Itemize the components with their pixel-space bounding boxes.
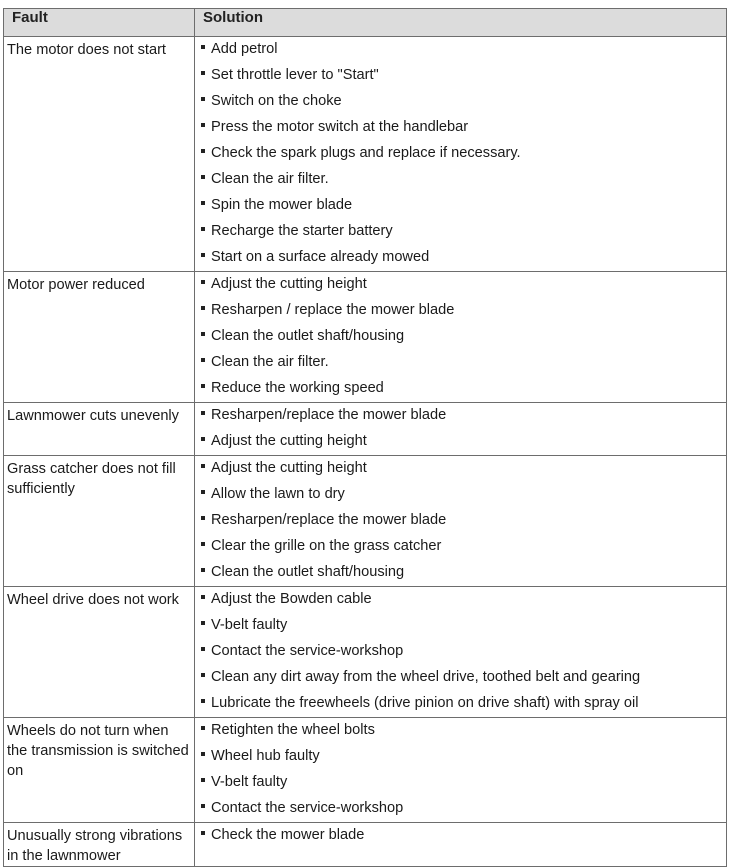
bullet-icon [201, 97, 205, 101]
solution-text: Press the motor switch at the handlebar [211, 119, 469, 135]
solution-item [201, 37, 726, 63]
solution-text: V-belt faulty [211, 774, 288, 790]
solution-text: Reduce the working speed [211, 380, 384, 396]
solution-item [201, 534, 726, 560]
solution-text: Adjust the cutting height [211, 460, 367, 476]
solution-text: Add petrol [211, 41, 278, 57]
solution-list [201, 37, 726, 271]
bullet-icon [201, 464, 205, 468]
solution-text: Allow the lawn to dry [211, 486, 345, 502]
solution-item [201, 823, 726, 849]
bullet-icon [201, 726, 205, 730]
fault-cell: Grass catcher does not fill sufficiently [4, 456, 195, 587]
table-row [4, 823, 727, 867]
bullet-icon [201, 647, 205, 651]
solution-cell [195, 456, 727, 587]
solution-item [201, 193, 726, 219]
solution-text: Retighten the wheel bolts [211, 722, 375, 738]
bullet-icon [201, 253, 205, 257]
solution-text: Contact the service-workshop [211, 643, 404, 659]
solution-list [201, 456, 726, 586]
bullet-icon [201, 123, 205, 127]
solution-item [201, 639, 726, 665]
bullet-icon [201, 516, 205, 520]
table-body [4, 37, 727, 867]
solution-item [201, 665, 726, 691]
fault-cell: Unusually strong vibrations in the lawnmower [4, 823, 195, 867]
solution-text: Set throttle lever to "Start" [211, 67, 379, 83]
bullet-icon [201, 280, 205, 284]
solution-text: Start on a surface already mowed [211, 249, 430, 265]
solution-item [201, 272, 726, 298]
solution-text: V-belt faulty [211, 617, 288, 633]
bullet-icon [201, 175, 205, 179]
bullet-icon [201, 384, 205, 388]
bullet-icon [201, 673, 205, 677]
bullet-icon [201, 358, 205, 362]
bullet-icon [201, 201, 205, 205]
solution-text: Adjust the cutting height [211, 433, 367, 449]
solution-item [201, 691, 726, 717]
fault-cell: Lawnmower cuts unevenly [4, 403, 195, 456]
solution-text: Clean the outlet shaft/housing [211, 564, 405, 580]
solution-cell [195, 403, 727, 456]
solution-list [201, 718, 726, 822]
solution-item [201, 115, 726, 141]
solution-text: Contact the service-workshop [211, 800, 404, 816]
solution-list [201, 272, 726, 402]
fault-cell: Wheels do not turn when the transmission is switched on [4, 718, 195, 823]
bullet-icon [201, 699, 205, 703]
solution-text: Switch on the choke [211, 93, 342, 109]
bullet-icon [201, 804, 205, 808]
solution-text: Adjust the Bowden cable [211, 591, 372, 607]
bullet-icon [201, 45, 205, 49]
solution-cell [195, 823, 727, 867]
bullet-icon [201, 831, 205, 835]
solution-item [201, 141, 726, 167]
solution-text: Recharge the starter battery [211, 223, 393, 239]
solution-item [201, 350, 726, 376]
solution-text: Spin the mower blade [211, 197, 353, 213]
solution-text: Resharpen/replace the mower blade [211, 407, 447, 423]
solution-item [201, 63, 726, 89]
solution-item [201, 560, 726, 586]
solution-item [201, 167, 726, 193]
bullet-icon [201, 542, 205, 546]
fault-cell: Wheel drive does not work [4, 587, 195, 718]
solution-text: Check the mower blade [211, 827, 365, 843]
solution-item [201, 744, 726, 770]
bullet-icon [201, 332, 205, 336]
bullet-icon [201, 595, 205, 599]
solution-item [201, 298, 726, 324]
bullet-icon [201, 621, 205, 625]
solution-item [201, 587, 726, 613]
bullet-icon [201, 568, 205, 572]
solution-text: Clear the grille on the grass catcher [211, 538, 442, 554]
table-row [4, 272, 727, 403]
solution-item [201, 429, 726, 455]
bullet-icon [201, 778, 205, 782]
solution-cell [195, 272, 727, 403]
solution-cell [195, 718, 727, 823]
table-row [4, 403, 727, 456]
solution-list [201, 823, 726, 849]
column-header-solution: Solution [195, 9, 727, 37]
bullet-icon [201, 411, 205, 415]
solution-text: Clean the air filter. [211, 171, 329, 187]
solution-item [201, 718, 726, 744]
solution-item [201, 89, 726, 115]
solution-text: Resharpen / replace the mower blade [211, 302, 455, 318]
solution-cell [195, 587, 727, 718]
bullet-icon [201, 437, 205, 441]
bullet-icon [201, 752, 205, 756]
solution-item [201, 376, 726, 402]
table-row [4, 718, 727, 823]
table-header-row [4, 9, 727, 37]
solution-text: Clean the air filter. [211, 354, 329, 370]
troubleshooting-table [3, 8, 727, 867]
bullet-icon [201, 149, 205, 153]
solution-item [201, 219, 726, 245]
solution-list [201, 587, 726, 717]
solution-item [201, 613, 726, 639]
solution-cell [195, 37, 727, 272]
column-header-fault: Fault [4, 9, 195, 37]
solution-text: Check the spark plugs and replace if necessary. [211, 145, 521, 161]
fault-cell: Motor power reduced [4, 272, 195, 403]
solution-text: Clean any dirt away from the wheel drive, toothed belt and gearing [211, 669, 641, 685]
table-row [4, 456, 727, 587]
solution-item [201, 508, 726, 534]
bullet-icon [201, 227, 205, 231]
solution-text: Clean the outlet shaft/housing [211, 328, 405, 344]
solution-item [201, 403, 726, 429]
solution-item [201, 796, 726, 822]
solution-item [201, 245, 726, 271]
solution-text: Wheel hub faulty [211, 748, 320, 764]
solution-text: Resharpen/replace the mower blade [211, 512, 447, 528]
table-row [4, 587, 727, 718]
table-row [4, 37, 727, 272]
solution-item [201, 482, 726, 508]
solution-text: Adjust the cutting height [211, 276, 367, 292]
solution-item [201, 770, 726, 796]
solution-text: Lubricate the freewheels (drive pinion on drive shaft) with spray oil [211, 695, 639, 711]
bullet-icon [201, 306, 205, 310]
solution-item [201, 324, 726, 350]
bullet-icon [201, 71, 205, 75]
solution-list [201, 403, 726, 455]
solution-item [201, 456, 726, 482]
fault-cell: The motor does not start [4, 37, 195, 272]
bullet-icon [201, 490, 205, 494]
